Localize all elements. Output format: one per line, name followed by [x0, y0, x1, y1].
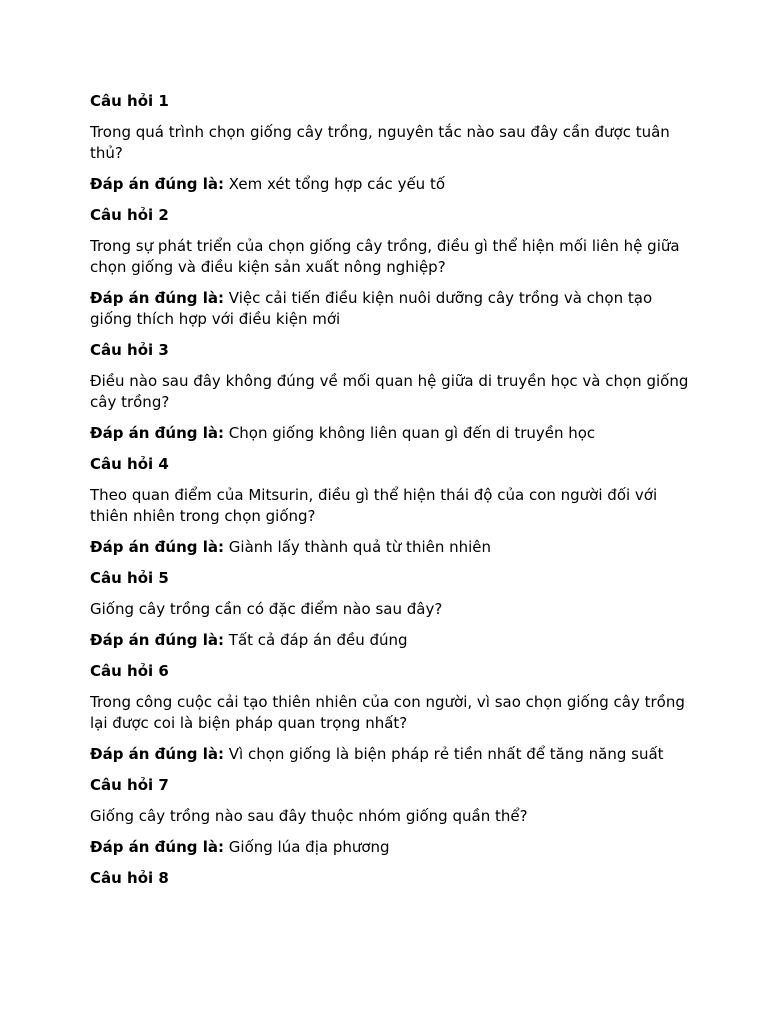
question-heading: Câu hỏi 2 [90, 206, 169, 224]
question-block-6 [90, 661, 690, 765]
answer-label: Đáp án đúng là: [90, 745, 224, 763]
answer-line [90, 288, 690, 330]
question-heading: Câu hỏi 7 [90, 776, 169, 794]
question-text: Trong sự phát triển của chọn giống cây trồng, điều gì thể hiện mối liên hệ giữa chọn giống và điều kiện sản xuất nông nghiệp? [90, 237, 680, 276]
question-block-7 [90, 775, 690, 858]
question-heading: Câu hỏi 6 [90, 662, 169, 680]
answer-text: Tất cả đáp án đều đúng [228, 631, 408, 649]
answer-line [90, 744, 690, 765]
question-text: Theo quan điểm của Mitsurin, điều gì thể hiện thái độ của con người đối với thiên nhiên trong chọn giống? [90, 486, 658, 525]
question-heading: Câu hỏi 1 [90, 92, 169, 110]
answer-text: Giống lúa địa phương [228, 838, 390, 856]
question-text: Trong công cuộc cải tạo thiên nhiên của con người, vì sao chọn giống cây trồng lại được coi là biện pháp quan trọng nhất? [90, 693, 685, 732]
question-text: Trong quá trình chọn giống cây trồng, nguyên tắc nào sau đây cần được tuân thủ? [90, 123, 670, 162]
answer-text: Việc cải tiến điều kiện nuôi dưỡng cây trồng và chọn tạo giống thích hợp với điều kiện mới [90, 289, 653, 328]
question-block-5 [90, 568, 690, 651]
answer-label: Đáp án đúng là: [90, 631, 224, 649]
answer-label: Đáp án đúng là: [90, 289, 224, 307]
answer-text: Xem xét tổng hợp các yếu tố [228, 175, 446, 193]
answer-line [90, 537, 690, 558]
answer-line [90, 174, 690, 195]
question-block-4 [90, 454, 690, 558]
answer-label: Đáp án đúng là: [90, 538, 224, 556]
question-block-8 [90, 868, 690, 889]
answer-label: Đáp án đúng là: [90, 838, 224, 856]
answer-label: Đáp án đúng là: [90, 424, 224, 442]
question-block-1 [90, 91, 690, 195]
question-heading: Câu hỏi 8 [90, 869, 169, 887]
answer-line [90, 837, 690, 858]
document-page [90, 91, 690, 899]
answer-text: Chọn giống không liên quan gì đến di truyền học [228, 424, 596, 442]
question-block-2 [90, 205, 690, 330]
question-heading: Câu hỏi 4 [90, 455, 169, 473]
question-block-3 [90, 340, 690, 444]
answer-text: Vì chọn giống là biện pháp rẻ tiền nhất để tăng năng suất [228, 745, 664, 763]
answer-line [90, 423, 690, 444]
question-text: Giống cây trồng cần có đặc điểm nào sau đây? [90, 600, 443, 618]
answer-label: Đáp án đúng là: [90, 175, 224, 193]
answer-line [90, 630, 690, 651]
question-heading: Câu hỏi 5 [90, 569, 169, 587]
answer-text: Giành lấy thành quả từ thiên nhiên [228, 538, 492, 556]
question-text: Điều nào sau đây không đúng về mối quan hệ giữa di truyền học và chọn giống cây trồng? [90, 372, 689, 411]
question-heading: Câu hỏi 3 [90, 341, 169, 359]
question-text: Giống cây trồng nào sau đây thuộc nhóm giống quần thể? [90, 807, 528, 825]
